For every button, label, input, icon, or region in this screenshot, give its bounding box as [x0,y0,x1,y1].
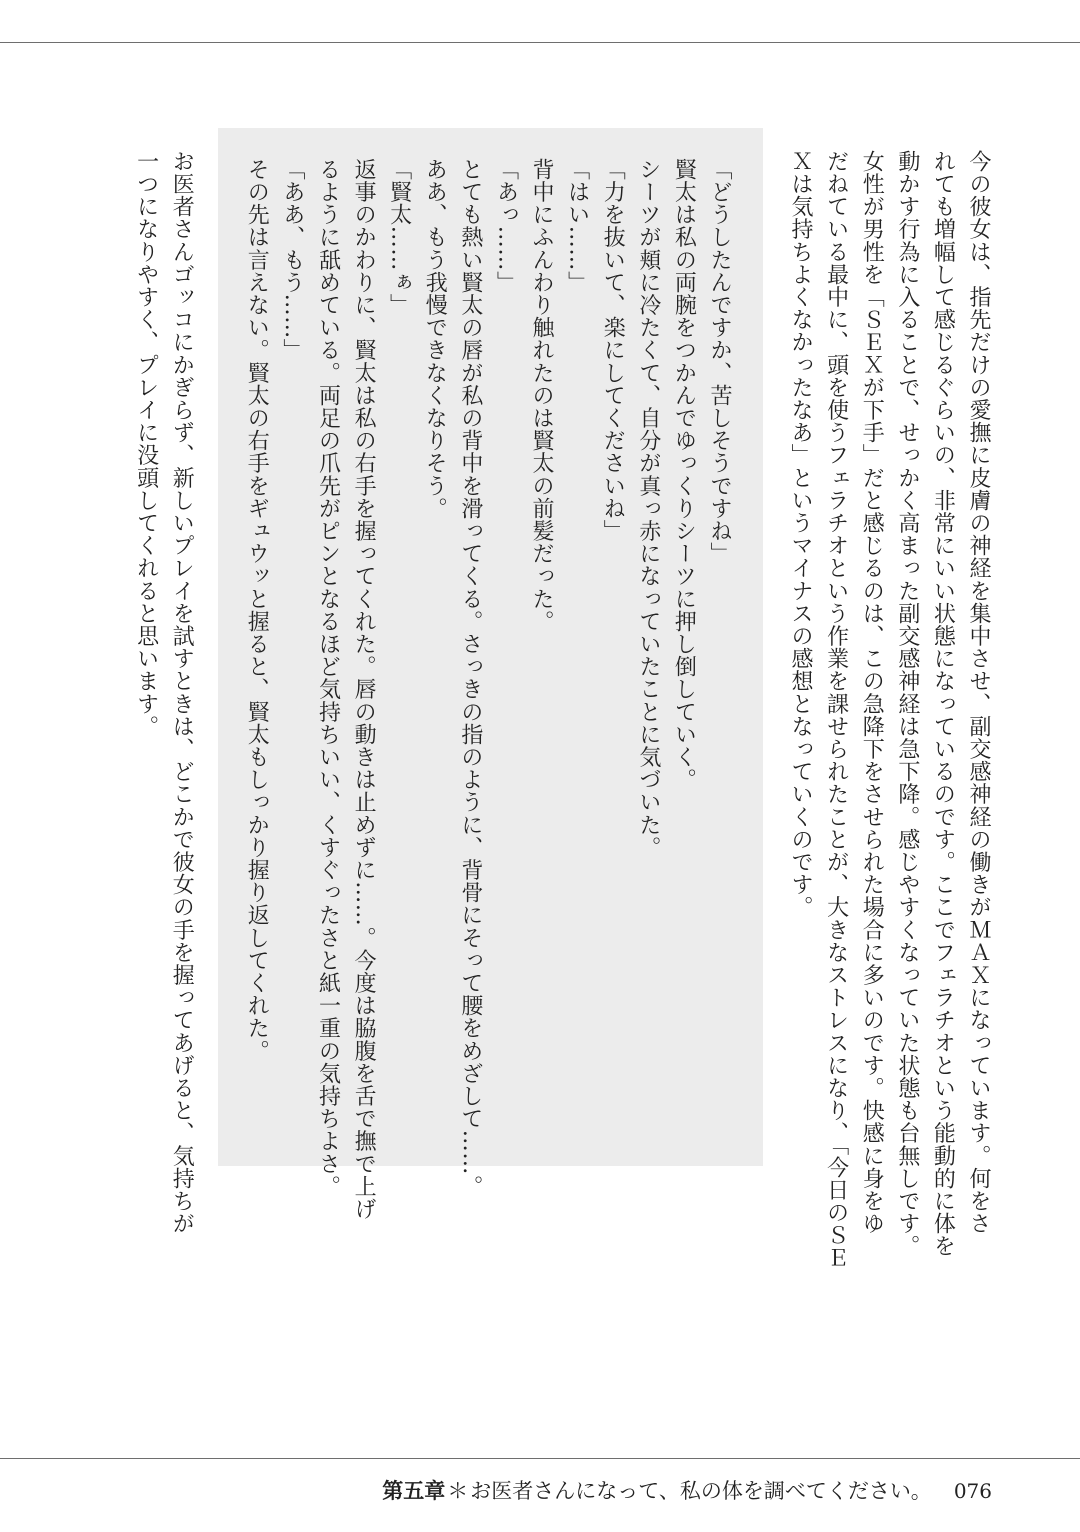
dialogue-line: その先は言えない。賢太の右手をギュウッと握ると、賢太もしっかり握り返してくれた。 [244,158,270,1062]
text-line: 今の彼女は、指先だけの愛撫に皮膚の神経を集中させ、副交感神経の働きがＭＡＸになっています。何をさ [966,150,991,1235]
dialogue-line: シーツが頬に冷たくて、自分が真っ赤になっていたことに気づいた。 [635,158,661,859]
dialogue-line: とても熱い賢太の唇が私の背中を滑ってくる。さっきの指のように、背骨にそって腰をめざして……。 [457,158,483,1198]
text-line: お医者さんゴッコにかぎらず、新しいプレイを試すときは、どこかで彼女の手を握ってあげると、気持ちが [169,150,195,1235]
dialogue-line: 返事のかわりに、賢太は私の右手を握ってくれた。唇の動きは止めずに……。今度は脇腹を舌で撫で上げ [351,158,377,1221]
text-line: Ｘは気持ちよくなかったなあ」というマイナスの感想となっていくのです。 [788,150,814,919]
dialogue-line: るように舐めている。両足の爪先がピンとなるほど気持ちいい、くすぐったさと紙一重の気持ちよさ。 [315,158,341,1198]
chapter-subtitle: お医者さんになって、私の体を調べてください。 [470,1479,932,1503]
dialogue-line: 「あっ……」 [493,158,519,294]
dialogue-box [218,128,763,1221]
text-line: 女性が男性を「ＳＥＸが下手」だと感じるのは、この急降下をさせられた場合に多いのです。快感に身をゆ [859,150,885,1235]
running-footer [382,1475,992,1505]
text-line: 動かす行為に入ることで、せっかく高まった副交感神経は急下降。感じやすくなっていた状態も台無しです。 [894,150,920,1258]
top-rule [0,42,1080,43]
body-text-top [782,150,996,1269]
dialogue-line: 「賢太……ぁ」 [386,158,412,317]
dialogue-line: 背中にふんわり触れたのは賢太の前髪だった。 [529,158,555,633]
chapter-label: 第五章 [382,1478,446,1503]
dialogue-line: 「はい……」 [564,158,590,294]
dialogue-line: 「力を抜いて、楽にしてくださいね」 [600,158,626,543]
text-line: 一つになりやすく、プレイに没頭してくれると思います。 [133,150,159,738]
separator: ＊ [447,1479,469,1503]
text-line: だねている最中に、頭を使うフェラチオという作業を課せられたことが、大きなストレスになり、「今日のＳＥ [823,150,849,1269]
bottom-rule [0,1458,1080,1459]
dialogue-line: 「ああ、もう……」 [279,158,305,362]
page-number: 076 [953,1479,992,1503]
dialogue-text [239,158,737,1221]
dialogue-line: ああ、もう我慢できなくなりそう。 [422,158,448,520]
dialogue-line: 賢太は私の両腕をつかんでゆっくりシーツに押し倒していく。 [671,158,697,791]
body-text-bottom [128,150,199,1235]
dialogue-line: 「どうしたんですか、苦しそうですね」 [707,158,732,565]
text-line: れても増幅して感じるぐらいの、非常にいい状態になっているのです。ここでフェラチオという能動的に体を [930,150,956,1258]
